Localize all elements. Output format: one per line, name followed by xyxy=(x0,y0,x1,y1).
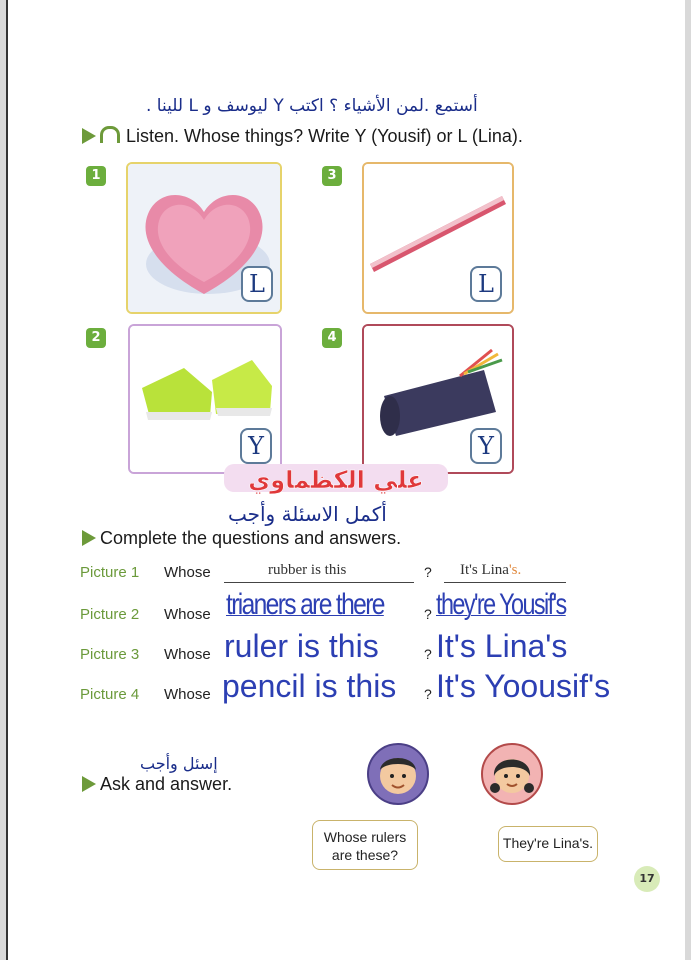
play-arrow-icon xyxy=(82,776,96,792)
answer-row-3 xyxy=(80,628,640,672)
question-mark: ? xyxy=(424,646,432,662)
question-answer: rubber is this xyxy=(268,562,347,578)
listen-heading-text: Listen. Whose things? Write Y (Yousif) or L (Lina). xyxy=(126,126,523,146)
handwritten-question: ruler is this xyxy=(224,628,379,664)
picture-label: Picture 1 xyxy=(80,564,140,581)
headphones-icon xyxy=(100,126,120,143)
arabic-instruction-complete: أكمل الاسئلة وأجب xyxy=(228,502,387,526)
watermark-name xyxy=(220,458,452,498)
question-blank-line xyxy=(224,582,414,583)
girl-avatar xyxy=(480,742,544,806)
complete-heading xyxy=(82,528,401,549)
whose-word: Whose xyxy=(164,606,211,623)
picture-number-badge: 2 xyxy=(86,328,106,348)
workbook-page xyxy=(6,0,685,960)
svg-text:علي الكظماوي: علي الكظماوي xyxy=(248,466,424,494)
handwritten-answer: they're Yousif's xyxy=(436,588,566,621)
speech-bubble-girl-text: They're Lina's. xyxy=(502,835,594,851)
play-arrow-icon xyxy=(82,128,96,144)
whose-word: Whose xyxy=(164,686,211,703)
answer-letter-1: L xyxy=(241,266,273,302)
picture-label: Picture 2 xyxy=(80,606,140,623)
speech-bubble-boy xyxy=(312,820,418,870)
picture-label: Picture 3 xyxy=(80,646,140,663)
listen-heading xyxy=(82,126,523,147)
question-mark: ? xyxy=(424,606,432,622)
answer-letter-2: Y xyxy=(240,428,272,464)
handwritten-question: trianers are there xyxy=(226,588,384,621)
picture-number-badge: 3 xyxy=(322,166,342,186)
play-arrow-icon xyxy=(82,530,96,546)
boy-avatar xyxy=(366,742,430,806)
handwritten-question: pencil is this xyxy=(222,668,397,704)
answer-row-4 xyxy=(80,668,640,712)
picture-label: Picture 4 xyxy=(80,686,140,703)
arabic-instruction-listen: أستمع .لمن الأشياء ؟ اكتب Y ليوسف و L للينا . xyxy=(146,96,478,116)
handwritten-answer: It's Yoousif's xyxy=(436,668,611,704)
handwritten-answer: It's Lina's xyxy=(436,628,568,664)
answer-text: It's Lina's. xyxy=(460,562,522,578)
whose-word: Whose xyxy=(164,646,211,663)
answer-blank-line xyxy=(444,582,566,583)
speech-bubble-girl xyxy=(498,826,598,862)
arabic-instruction-ask: إسئل وأجب xyxy=(140,754,218,773)
answer-letter-3: L xyxy=(470,266,502,302)
answer-letter-4: Y xyxy=(470,428,502,464)
whose-word: Whose xyxy=(164,564,211,581)
picture-number-badge: 4 xyxy=(322,328,342,348)
ask-heading-text: Ask and answer. xyxy=(100,774,233,794)
answer-row-2 xyxy=(80,588,640,632)
complete-heading-text: Complete the questions and answers. xyxy=(100,528,402,548)
question-mark: ? xyxy=(424,686,432,702)
picture-number-badge: 1 xyxy=(86,166,106,186)
page-number-badge: 17 xyxy=(634,866,660,892)
ask-heading xyxy=(82,774,232,795)
question-mark: ? xyxy=(424,564,432,580)
page-left-border xyxy=(6,0,8,960)
speech-bubble-boy-text: Whose rulers are these? xyxy=(323,829,407,863)
answer-row-1 xyxy=(80,564,580,588)
